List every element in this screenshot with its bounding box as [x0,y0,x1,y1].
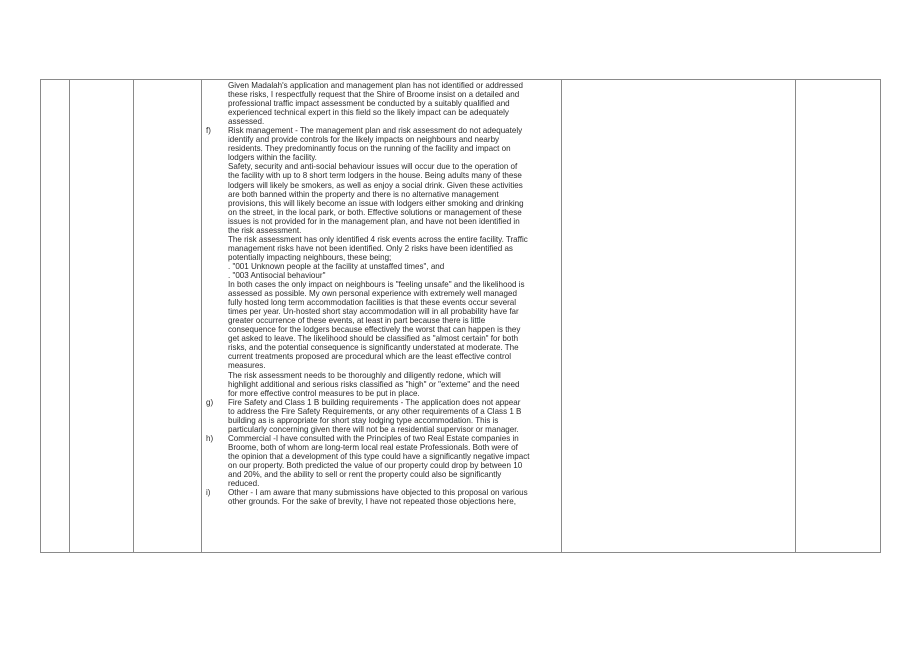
text-line: Given Madalah's application and management plan has not identified or addressed [228,81,523,90]
text-line: The risk assessment needs to be thoroughly and diligently redone, which will [228,370,501,380]
text-line: fully hosted long term accommodation facilities is that these events occur several [228,298,517,308]
item-label: f) [206,126,211,136]
text-line: times per year. Un-hosted short stay accommodation will in all probability have far [228,307,519,317]
submission-table [40,79,881,553]
text-line: provisions, this will likely become an issue with lodgers either smoking and drinking [228,198,524,208]
text-line: the risk assessment. [228,225,302,235]
text-line: on our property. Both predicted the value of our property could drop by between 10 [228,460,523,470]
text-line: issues is not provided for in the management plan, and have not been identified in [228,216,520,226]
text-line: risks, and the potential consequence is significantly understated at moderate. The [228,343,519,353]
text-line: In both cases the only impact on neighbours is "feeling unsafe" and the likelihood is [228,280,525,290]
objection-item [202,398,560,434]
text-line: experienced technical expert in this field so the likely impact can be adequately [228,108,509,118]
item-label: h) [206,433,214,443]
text-line: particularly concerning given there will not be a residential supervisor or manager. [228,424,519,434]
text-line: greater occurrence of these events, at least in part because there is little [228,316,486,326]
text-line: Commercial -I have consulted with the Principles of two Real Estate companies in [228,433,519,443]
objection-list [202,126,560,506]
text-line: The risk assessment has only identified 4 risk events across the entire facility. Traffic [228,234,528,244]
text-line: management risks have not been identified. Only 2 risks have been identified as [228,243,513,253]
text-line: building as is appropriate for short stay lodging type accommodation. This is [228,415,499,425]
objection-item [202,434,560,488]
item-label: i) [206,488,211,498]
text-line: on the street, in the local park, or both. Effective solutions or management of these [228,207,522,217]
text-line: potentially impacting neighbours, these being; [228,252,392,262]
column-divider [795,80,796,552]
text-line: assessed as possible. My own personal experience with extremely well managed [228,289,517,299]
text-line: consequence for the lodgers because effectively the worst that can happen is they [228,325,521,335]
text-line: Risk management - The management plan and risk assessment do not adequately [228,126,523,136]
text-line: Fire Safety and Class 1 B building requirements - The application does not appear [228,397,521,407]
intro-paragraph [202,81,560,126]
text-line: reduced. [228,479,260,489]
text-line: assessed. [228,117,265,127]
text-line: Broome, both of whom are long-term local real estate Professionals. Both were of [228,442,518,452]
text-line: residents. They predominantly focus on the running of the facility and impact on [228,144,511,154]
text-line: get asked to leave. The likelihood should be classified as "almost certain" for both [228,334,519,344]
objection-item [202,126,560,397]
text-line: highlight additional and serious risks classified as "high" or "exteme" and the need [228,379,520,389]
column-divider [133,80,134,552]
item-label: g) [206,397,214,407]
text-line: professional traffic impact assessment be conducted by a suitably qualified and [228,99,510,109]
column-divider [69,80,70,552]
text-line: are both banned within the property and there is no alternative management [228,189,499,199]
text-line: current treatments proposed are procedural which are the least effective control [228,352,511,362]
submission-text-cell [202,81,560,506]
text-line: other grounds. For the sake of brevity, I have not repeated those objections here, [228,497,516,507]
text-line: measures. [228,361,266,371]
column-divider [561,80,562,552]
text-line: Safety, security and anti-social behaviour issues will occur due to the operation of [228,162,518,172]
text-line: the opinion that a development of this type could have a significantly negative impact [228,451,530,461]
text-line: these risks, I respectfully request that the Shire of Broome insist on a detailed and [228,90,520,100]
text-line: identify and provide controls for the likely impacts on neighbours and nearby [228,135,500,145]
text-line: lodgers within the facility. [228,153,317,163]
text-line: for more effective control measures to be put in place. [228,388,420,398]
text-line: and 20%, and the ability to sell or rent the property could also be significantly [228,470,502,480]
text-line: lodgers will likely be smokers, as well as enjoy a social drink. Given these activities [228,180,523,190]
text-line: to address the Fire Safety Requirements, or any other requirements of a Class 1 B [228,406,522,416]
objection-item [202,488,560,506]
text-line: the facility with up to 8 short term lodgers in the house. Being adults many of these [228,171,522,181]
text-line: . "001 Unknown people at the facility at unstaffed times", and [228,261,445,271]
text-line: . "003 Antisocial behaviour" [228,270,326,280]
text-line: Other - I am aware that many submissions have objected to this proposal on various [228,488,528,498]
